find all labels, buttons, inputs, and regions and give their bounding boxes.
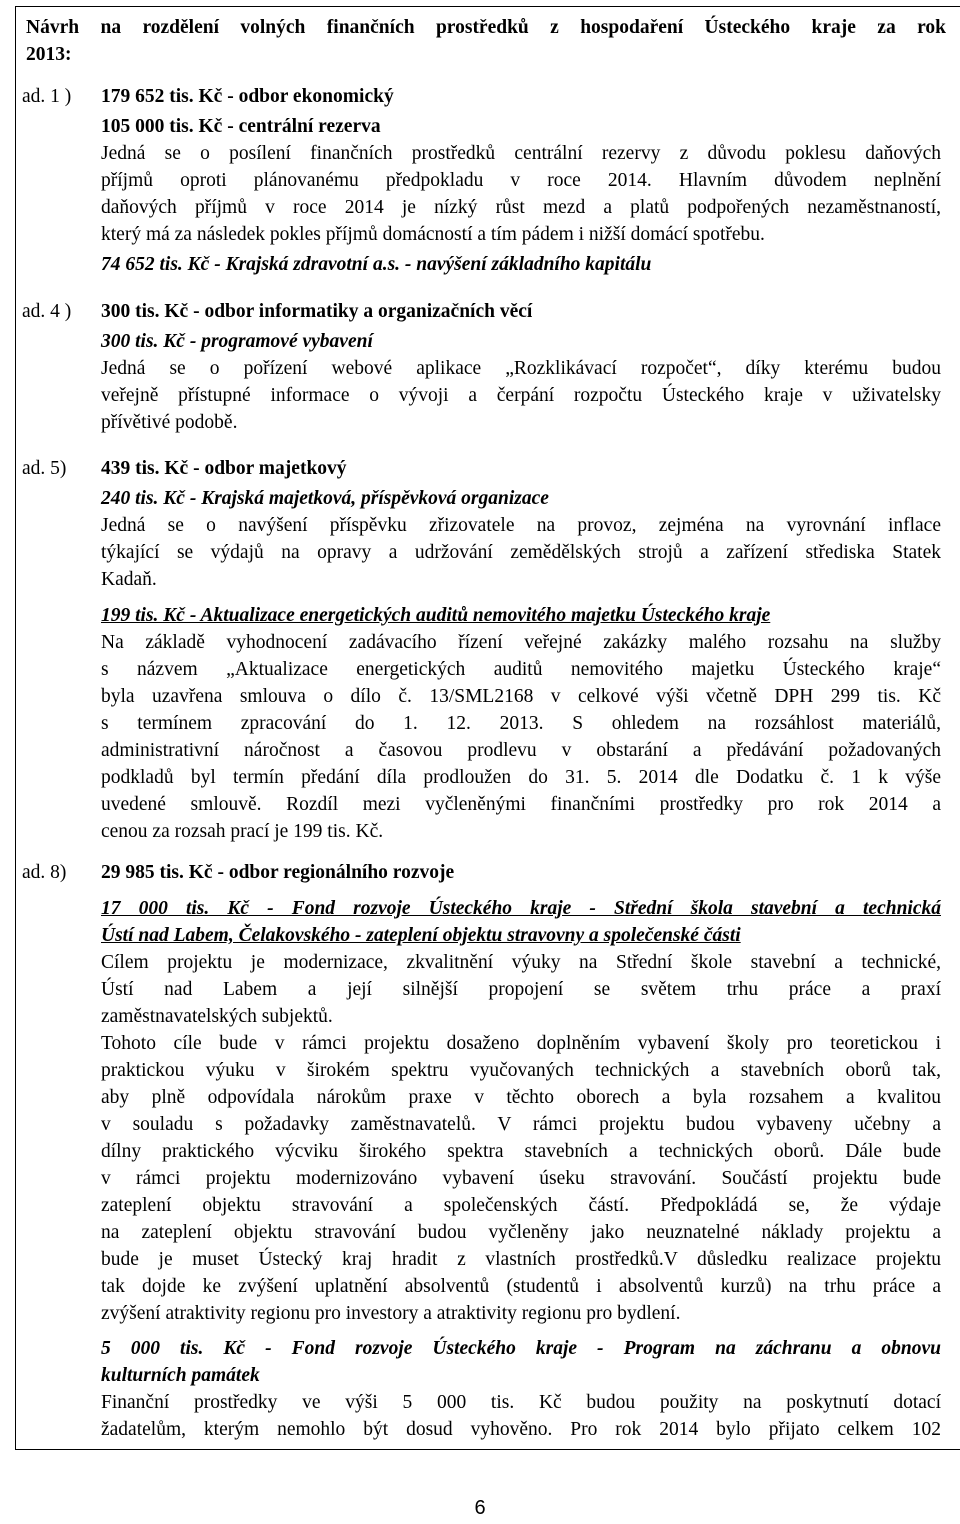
ad1-item1-line-3: daňových příjmů v roce 2014 je nízký růst mezd a platů podpořených nezaměstnaností, xyxy=(101,197,941,218)
section-label-ad5: ad. 5) xyxy=(22,458,67,479)
ad5-item2-line-6: podkladů byl termín předání díla prodloužen do 31. 5. 2014 dle Dodatku č. 1 k výše xyxy=(101,767,941,788)
ad8-header: 29 985 tis. Kč - odbor regionálního rozvoje xyxy=(101,862,455,883)
ad5-item2-line-1: Na základě vyhodnocení zadávacího řízení veřejné zakázky malého rozsahu na služby xyxy=(101,632,941,653)
ad8-item1-line-7: v souladu s požadavky zaměstnavatelů. V rámci projektu budou vybaveny učebny a xyxy=(101,1114,941,1135)
ad8-item1-line-3: zaměstnavatelských subjektů. xyxy=(101,1006,333,1027)
ad4-item1-line-3: přívětivé podobě. xyxy=(101,412,238,433)
ad4-item1-line-1: Jedná se o pořízení webové aplikace „Rozklikávací rozpočet“, díky kterému budou xyxy=(101,358,941,379)
ad8-item1-line-6: aby plně odpovídala nárokům praxe v těchto oborech a byla rozsahem a kvalitou xyxy=(101,1087,941,1108)
ad5-item2-line-5: administrativní náročnost a časovou prodlevu v obstarání a předávání požadovaných xyxy=(101,740,941,761)
ad8-item1-title-line-2: Ústí nad Labem, Čelakovského - zateplení objektu stravovny a společenské části xyxy=(101,925,741,946)
ad4-header: 300 tis. Kč - odbor informatiky a organizačních věcí xyxy=(101,301,533,322)
ad5-item2-title: 199 tis. Kč - Aktualizace energetických auditů nemovitého majetku Ústeckého kraje xyxy=(101,605,771,626)
ad1-item1-line-1: Jedná se o posílení finančních prostředků centrální rezervy z důvodu poklesu daňových xyxy=(101,143,941,164)
ad8-item2-title-line-1: 5 000 tis. Kč - Fond rozvoje Ústeckého kraje - Program na záchranu a obnovu xyxy=(101,1338,941,1359)
ad5-item1-line-3: Kadaň. xyxy=(101,569,157,590)
page-number: 6 xyxy=(474,1497,486,1519)
section-ad1 xyxy=(101,83,941,278)
ad8-item1-line-13: tak dojde ke zvýšení uplatnění absolventů (studentů i absolventů kurzů) na trhu práce a xyxy=(101,1276,941,1297)
ad5-item2-line-2: s názvem „Aktualizace energetických auditů nemovitého majetku Ústeckého kraje“ xyxy=(101,659,941,680)
ad8-item1-line-8: dílny praktického výcviku širokého spektra stavebních a technických oborů. Dále bude xyxy=(101,1141,941,1162)
section-ad5 xyxy=(101,455,941,845)
ad1-header: 179 652 tis. Kč - odbor ekonomický xyxy=(101,86,394,107)
ad8-item1-line-9: v rámci projektu modernizováno vybavení úseku stravování. Součástí projektu bude xyxy=(101,1168,941,1189)
title-line-2: 2013: xyxy=(26,44,72,65)
ad5-item2-line-8: cenou za rozsah prací je 199 tis. Kč. xyxy=(101,821,384,842)
ad4-item1-line-2: veřejně přístupné informace o vývoji a čerpání rozpočtu Ústeckého kraje v uživatelsky xyxy=(101,385,941,406)
ad8-item1-line-5: praktickou výuku v širokém spektru vyučovaných technických a stavebních oborů tak, xyxy=(101,1060,941,1081)
ad8-item2-title-line-2: kulturních památek xyxy=(101,1365,260,1386)
ad5-item2-line-3: byla uzavřena smlouva o dílo č. 13/SML2168 v celkové výši včetně DPH 299 tis. Kč xyxy=(101,686,941,707)
page-title xyxy=(26,14,946,68)
ad5-item2-line-7: uvedené smlouvě. Rozdíl mezi vyčleněnými finančními prostředky pro rok 2014 a xyxy=(101,794,941,815)
ad1-item1-title: 105 000 tis. Kč - centrální rezerva xyxy=(101,116,381,137)
ad8-item1-title-line-1: 17 000 tis. Kč - Fond rozvoje Ústeckého kraje - Střední škola stavební a technická xyxy=(101,898,941,919)
ad8-item1-line-4: Tohoto cíle bude v rámci projektu dosaženo doplněním vybavení školy pro teoretickou i xyxy=(101,1033,941,1054)
ad5-item1-title: 240 tis. Kč - Krajská majetková, příspěvková organizace xyxy=(101,488,549,509)
section-ad8 xyxy=(101,859,941,1443)
ad1-item1-line-2: příjmů oproti plánovanému předpokladu v roce 2014. Hlavním důvodem neplnění xyxy=(101,170,941,191)
section-label-ad1: ad. 1 ) xyxy=(22,86,72,107)
section-label-ad4: ad. 4 ) xyxy=(22,301,72,322)
ad8-item1-line-1: Cílem projektu je modernizace, zkvalitnění výuky na Střední škole stavební a technické, xyxy=(101,952,941,973)
ad5-item2-line-4: s termínem zpracování do 1. 12. 2013. S ohledem na rozsáhlost materiálů, xyxy=(101,713,941,734)
ad8-item2-line-2: žadatelům, kterým nemohlo být dosud vyhověno. Pro rok 2014 bylo přijato celkem 102 xyxy=(101,1419,941,1440)
title-line-1: Návrh na rozdělení volných finančních prostředků z hospodaření Ústeckého kraje za rok xyxy=(26,17,946,38)
section-ad4 xyxy=(101,298,941,436)
ad8-item1-line-2: Ústí nad Labem a její silnější propojení se světem trhu práce a praxí xyxy=(101,979,941,1000)
ad1-item2-title: 74 652 tis. Kč - Krajská zdravotní a.s. - navýšení základního kapitálu xyxy=(101,254,652,275)
ad8-item1-line-10: zateplení objektu stravování a společenských částí. Předpokládá se, že výdaje xyxy=(101,1195,941,1216)
ad8-item1-line-12: bude je muset Ústecký kraj hradit z vlastních prostředků.V důsledku realizace projektu xyxy=(101,1249,941,1270)
ad8-item1-line-11: na zateplení objektu stravování budou vyčleněny jako neuznatelné náklady projektu a xyxy=(101,1222,941,1243)
ad4-item1-title: 300 tis. Kč - programové vybavení xyxy=(101,331,373,352)
ad8-item1-line-14: zvýšení atraktivity regionu pro investory a atraktivity regionu pro bydlení. xyxy=(101,1303,681,1324)
ad5-header: 439 tis. Kč - odbor majetkový xyxy=(101,458,347,479)
section-label-ad8: ad. 8) xyxy=(22,862,67,883)
ad1-item1-line-4: který má za následek pokles příjmů domácností a tím pádem i nižší domácí spotřebu. xyxy=(101,224,765,245)
ad8-item2-line-1: Finanční prostředky ve výši 5 000 tis. Kč budou použity na poskytnutí dotací xyxy=(101,1392,941,1413)
ad5-item1-line-1: Jedná se o navýšení příspěvku zřizovatele na provoz, zejména na vyrovnání inflace xyxy=(101,515,941,536)
ad5-item1-line-2: týkající se výdajů na opravy a udržování zemědělských strojů a zařízení střediska Statek xyxy=(101,542,941,563)
